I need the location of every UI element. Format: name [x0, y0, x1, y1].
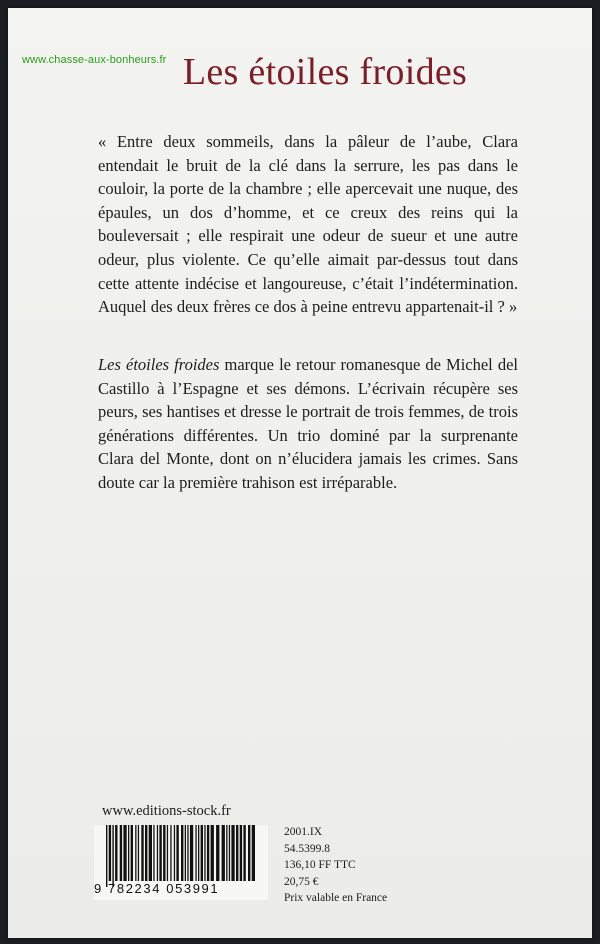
price-info	[284, 824, 387, 907]
barcode-bars	[102, 825, 260, 887]
barcode-bar	[207, 825, 209, 881]
barcode	[94, 825, 268, 900]
price-euros: 20,75 €	[284, 875, 319, 888]
book-title: Les étoiles froides	[182, 51, 468, 93]
barcode-bar	[248, 825, 250, 881]
barcode-bar	[198, 825, 199, 881]
summary-text: marque le retour romanesque de Michel del Castillo à l’Espagne et ses démons. L’écrivain récupère ses peurs, ses hantises et dresse le portrait de trois femmes, de trois générations différentes. Un trio dominé par la surprenante Clara del Monte, dont on n’élucidera jamais les crimes. Sans doute car la première trahison est irréparable.	[98, 355, 519, 492]
barcode-bar	[187, 825, 188, 881]
barcode-bar	[141, 825, 143, 881]
barcode-bar	[176, 825, 178, 881]
barcode-bar	[226, 825, 227, 881]
barcode-bar	[153, 825, 154, 881]
barcode-bar	[252, 825, 255, 881]
barcode-bar	[211, 825, 214, 881]
barcode-bar	[204, 825, 205, 881]
watermark-url: www.chasse-aux-bonheurs.fr	[22, 54, 167, 66]
barcode-bar	[216, 825, 219, 881]
edition-code: 2001.IX	[284, 826, 323, 838]
barcode-bar	[131, 825, 133, 881]
barcode-bar	[167, 825, 168, 881]
barcode-bar	[145, 825, 147, 881]
barcode-bar	[236, 825, 238, 881]
barcode-bar	[185, 825, 186, 881]
barcode-bar	[195, 825, 196, 881]
barcode-bar	[135, 825, 136, 881]
barcode-bar	[231, 825, 234, 881]
barcode-bar	[123, 825, 126, 881]
summary-book-title: Les étoiles froides	[98, 355, 220, 374]
summary-paragraph	[98, 353, 518, 495]
excerpt-quote: « Entre deux sommeils, dans la pâleur de l’aube, Clara entendait le bruit de la clé dans la serrure, les pas dans le couloir, la porte de la chambre ; elle apercevait une nuque, des épaules, un dos d’homme, et ce creux des reins qui la bouleversait ; elle respirait une odeur de sueur et une autre odeur, plus violente. Ce qu’elle aimait par-dessus tout dans cette attente indécise et langoureuse, c’était l’indétermination. Auquel des deux frères ce dos à peine entrevu appartenait-il ? »	[98, 132, 518, 317]
barcode-bar	[109, 825, 111, 881]
barcode-bar	[106, 825, 107, 887]
barcode-bar	[181, 825, 183, 881]
barcode-bar	[190, 825, 193, 881]
barcode-bar	[157, 825, 158, 881]
barcode-bar	[243, 825, 245, 881]
price-francs: 136,10 FF TTC	[284, 859, 356, 871]
book-back-cover	[8, 8, 592, 938]
barcode-bar	[170, 825, 171, 881]
barcode-number: 9 782234 053991	[94, 881, 220, 896]
barcode-bar	[149, 825, 152, 881]
price-validity: Prix valable en France	[284, 892, 388, 904]
barcode-bar	[128, 825, 129, 881]
publisher-website: www.editions-stock.fr	[102, 803, 231, 819]
barcode-bar	[201, 825, 203, 881]
reference-number: 54.5399.8	[284, 842, 330, 855]
barcode-bar	[240, 825, 242, 881]
barcode-bar	[174, 825, 175, 881]
barcode-bar	[120, 825, 122, 881]
barcode-bar	[163, 825, 165, 881]
barcode-bar	[229, 825, 230, 881]
barcode-bar	[112, 825, 113, 887]
barcode-bar	[222, 825, 225, 881]
barcode-bar	[138, 825, 139, 881]
barcode-bar	[159, 825, 161, 881]
barcode-bar	[115, 825, 117, 881]
